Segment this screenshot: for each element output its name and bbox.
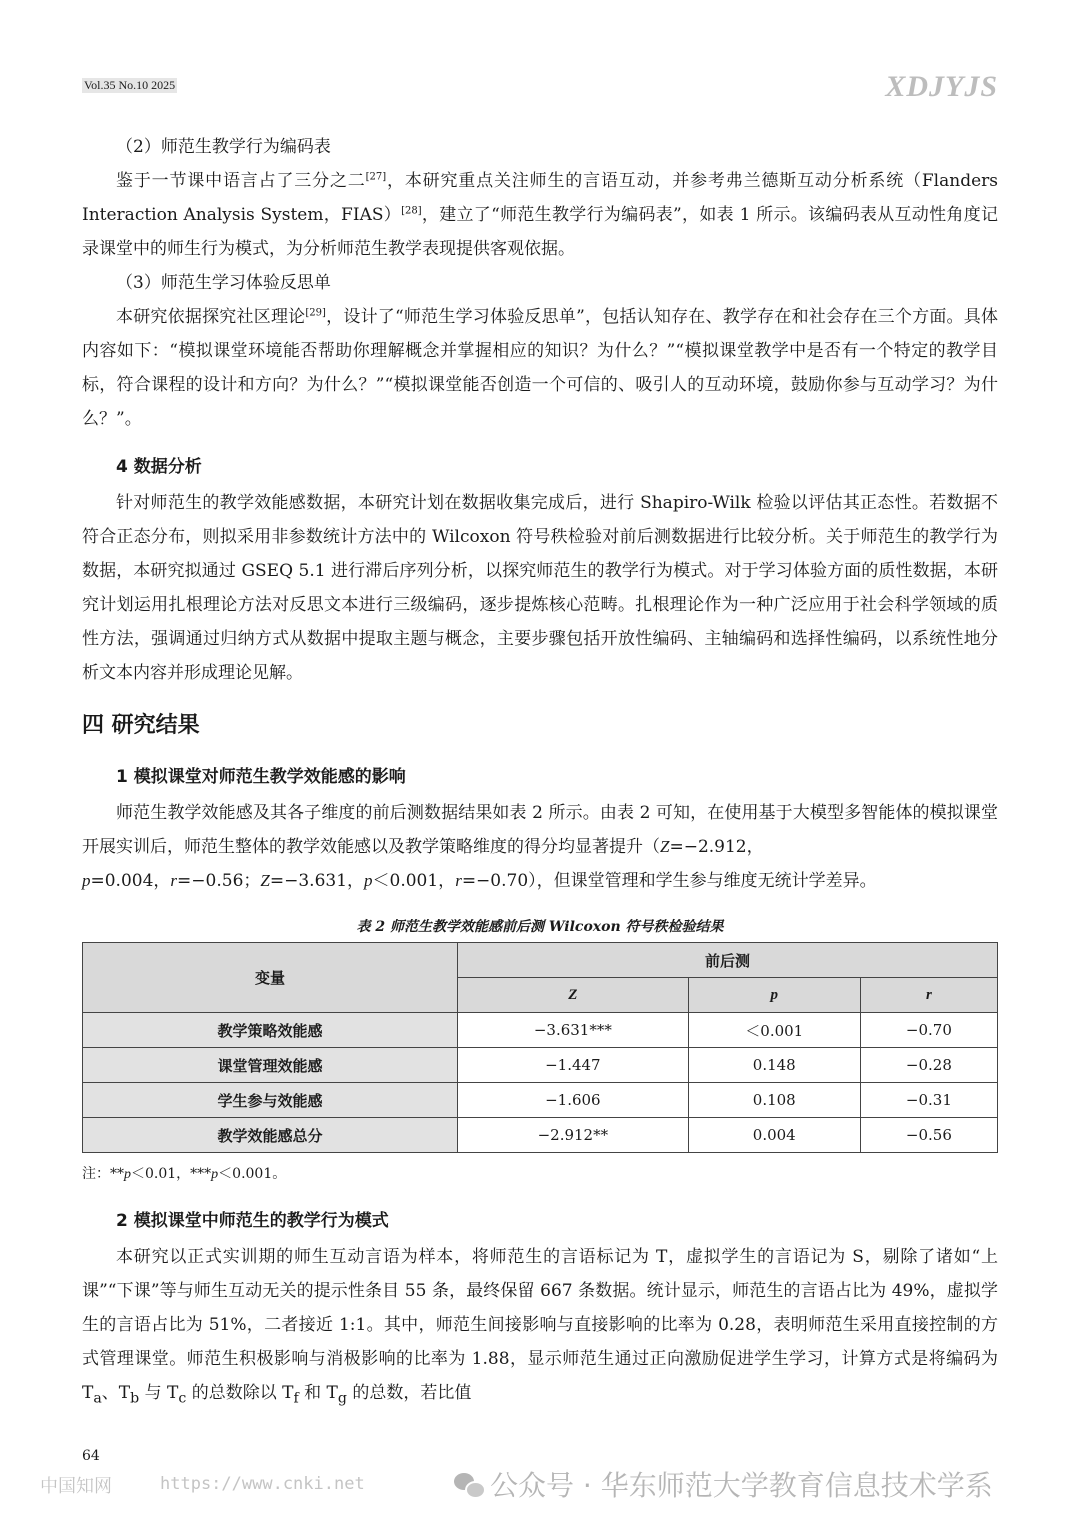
chapter-4-title: 四 研究结果 [82, 713, 200, 738]
section-4-title: 4 数据分析 [116, 457, 202, 477]
result-1-paragraph: 师范生教学效能感及其各子维度的前后测数据结果如表 2 所示。由表 2 可知，在使用基于大模型多智能体的模拟课堂开展实训后，师范生整体的教学效能感以及教学策略维度的得分均显著提升（Z=−2.912， p=0.004，r=−0.56；Z=−3.631，p＜0.001，r=−0.70），但课堂管理和学生参与维度无统计学差异。 [82, 803, 998, 891]
header-r: r [860, 978, 997, 1013]
header-z: Z [458, 978, 689, 1013]
wechat-watermark: 公众号 · 华东师范大学教育信息技术学系 [454, 1464, 993, 1504]
citation: [27] [365, 171, 387, 183]
page-header [82, 70, 998, 104]
page-number: 64 [82, 1448, 100, 1464]
header-pre-post: 前后测 [458, 943, 998, 978]
table-caption: 表 2 师范生教学效能感前后测 Wilcoxon 符号秩检验结果 [356, 919, 724, 935]
header-variable: 变量 [83, 943, 458, 1013]
citation: [29] [305, 307, 326, 319]
table-row: 学生参与效能感 −1.606 0.108 −0.31 [83, 1083, 998, 1118]
wilcoxon-table [82, 942, 998, 1153]
result-2-title: 2 模拟课堂中师范生的教学行为模式 [116, 1211, 389, 1231]
table-row: 教学策略效能感 −3.631*** ＜0.001 −0.70 [83, 1013, 998, 1048]
table-note: 注：**p＜0.01，***p＜0.001。 [82, 1166, 287, 1182]
citation: [28] [401, 205, 422, 217]
result-2-paragraph: 本研究以正式实训期的师生互动言语为样本，将师范生的言语标记为 T，虚拟学生的言语记为 S，剔除了诸如“上课”“下课”等与师生互动无关的提示性条目 55 条，最终保留 667 条数据。统计显示，师范生的言语占比为 49%，虚拟学生的言语占比为 51%，二者接近 1:1。其中，师范生间接影响与直接影响的比率为 0.28，表明师范生采用直接控制的方式管理课堂。师范生积极影响与消极影响的比率为 1.88，显示师范生通过正向激励促进学生学习，计算方式是将编码为 $T_a$、$T_b$ 与 $T_c$ 的总数除以 $T_f$ 和 $T_g$ 的总数，若比值 [82, 1247, 998, 1407]
cnki-watermark: 中国知网 [40, 1476, 112, 1497]
section-4-paragraph: 针对师范生的教学效能感数据，本研究计划在数据收集完成后，进行 Shapiro-Wilk 检验以评估其正态性。若数据不符合正态分布，则拟采用非参数统计方法中的 Wilcoxon 符号秩检验对前后测数据进行比较分析。关于师范生的教学行为数据，本研究拟通过 GSEQ 5.1 进行滞后序列分析，以探究师范生的教学行为模式。对于学习体验方面的质性数据，本研究计划运用扎根理论方法对反思文本进行三级编码，逐步提炼核心范畴。扎根理论作为一种广泛应用于社会科学领域的质性方法，强调通过归纳方式从数据中提取主题与概念，主要步骤包括开放性编码、主轴编码和选择性编码，以系统性地分析文本内容并形成理论见解。 [82, 493, 998, 683]
volume-label: Vol.35 No.10 2025 [84, 78, 176, 92]
section-3-paragraph: 本研究依据探究社区理论[29]，设计了“师范生学习体验反思单”，包括认知存在、教学存在和社会存在三个方面。具体内容如下：“模拟课堂环境能否帮助你理解概念并掌握相应的知识？为什么？”“模拟课堂教学中是否有一个特定的教学目标，符合课程的设计和方向？为什么？”“模拟课堂能否创造一个可信的、吸引人的互动环境，鼓励你参与互动学习？为什么？”。 [82, 307, 998, 429]
header-p: p [688, 978, 860, 1013]
cnki-url-watermark: https://www.cnki.net [160, 1474, 365, 1494]
section-3-title: （3）师范生学习体验反思单 [116, 273, 331, 293]
journal-logo: XDJYJS [885, 70, 998, 103]
result-1-title: 1 模拟课堂对师范生教学效能感的影响 [116, 767, 406, 787]
section-2-paragraph: 鉴于一节课中语言占了三分之二[27]，本研究重点关注师生的言语互动，并参考弗兰德斯互动分析系统（Flanders Interaction Analysis System，FIAS）[28]，建立了“师范生教学行为编码表”，如表 1 所示。该编码表从互动性角度记录课堂中的师生行为模式，为分析师范生教学表现提供客观依据。 [82, 171, 999, 259]
article-body [82, 130, 998, 1415]
section-2-title: （2）师范生教学行为编码表 [116, 137, 331, 157]
table-row: 教学效能感总分 −2.912** 0.004 −0.56 [83, 1118, 998, 1153]
watermark [0, 1462, 1080, 1502]
table-row: 课堂管理效能感 −1.447 0.148 −0.28 [83, 1048, 998, 1083]
wechat-icon [454, 1473, 484, 1499]
